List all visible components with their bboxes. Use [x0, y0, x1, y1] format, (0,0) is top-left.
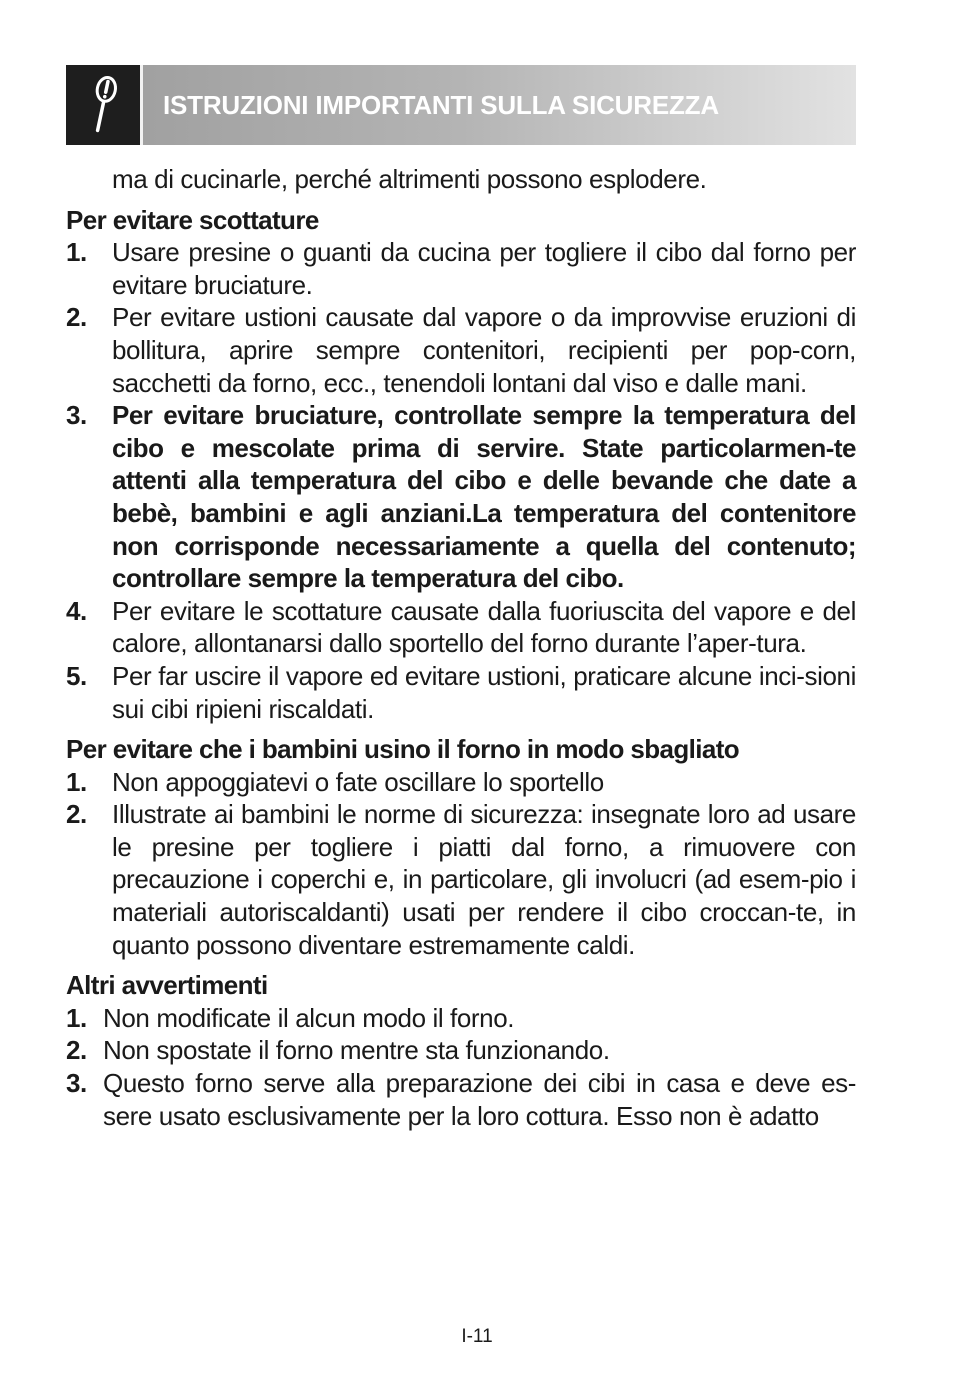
- list-item: [66, 595, 856, 660]
- list-bambini: [66, 766, 856, 962]
- section-title-scottature: Per evitare scottature: [66, 204, 319, 235]
- item-number: 2.: [66, 1035, 87, 1066]
- list-item: [66, 766, 856, 799]
- item-text: Non appoggiatevi o fate oscillare lo sportello: [112, 766, 604, 797]
- continued-text: ma di cucinarle, perché altrimenti possono esplodere.: [112, 164, 707, 194]
- list-item: [66, 399, 856, 595]
- item-number: 2.: [66, 799, 87, 830]
- section-title-avvertimenti: Altri avvertimenti: [66, 970, 268, 1001]
- item-text: Per evitare ustioni causate dal vapore o da improvvise eruzioni di bollitura, aprire sempre contenitori, recipienti per pop-corn, sacchetti da forno, ecc., tenendoli lontani dal viso e dalle mani.: [112, 302, 856, 398]
- item-number: 3.: [66, 400, 87, 431]
- item-text: Non spostate il forno mentre sta funzionando.: [103, 1035, 610, 1066]
- item-text: Illustrate ai bambini le norme di sicurezza: insegnate loro ad usare le presine per togliere i piatti dal forno, a rimuovere con precauzione i coperchi e, in particolare, gli involucri (ad esem-pio i materiali autoriscaldanti) usati per rendere il cibo croccan-te, in quanto possono diventare estremamente caldi.: [112, 799, 856, 960]
- item-text: Per evitare bruciature, controllate sempre la temperatura del cibo e mescolate prima di servire. State particolarmen-te attenti alla temperatura del cibo e delle bevande che date a bebè, bambini e agli anziani.La temperatura del contenitore non corrisponde necessariamente a quella del contenuto; controllare sempre la temperatura del cibo.: [112, 400, 856, 594]
- item-number: 5.: [66, 660, 87, 691]
- warning-pin-icon: [86, 73, 120, 137]
- list-item: [66, 236, 856, 301]
- item-number: 2.: [66, 302, 87, 333]
- item-text: Non modificate il alcun modo il forno.: [103, 1002, 515, 1033]
- list-item: [66, 301, 856, 399]
- item-number: 4.: [66, 595, 87, 626]
- item-text: Usare presine o guanti da cucina per togliere il cibo dal forno per evitare bruciature.: [112, 237, 856, 300]
- page-content: [66, 163, 856, 1132]
- item-number: 1.: [66, 766, 87, 797]
- list-scottature: [66, 236, 856, 725]
- list-item: [66, 1034, 856, 1067]
- item-number: 1.: [66, 1002, 87, 1033]
- item-text: Per far uscire il vapore ed evitare ustioni, praticare alcune inci-sioni sui cibi ripieni riscaldati.: [112, 660, 856, 724]
- item-text: Questo forno serve alla preparazione dei cibi in casa e deve es-sere usato esclusivamente per la loro cottura. Esso non è adatto: [103, 1068, 856, 1131]
- list-item: [66, 798, 856, 961]
- item-number: 3.: [66, 1068, 87, 1099]
- item-number: 1.: [66, 237, 87, 268]
- list-item: [66, 1002, 856, 1035]
- page-number: I-11: [461, 1326, 493, 1347]
- header-icon-box: [66, 65, 143, 145]
- list-item: [66, 1067, 856, 1132]
- section-header: [66, 65, 856, 145]
- list-avvertimenti: [66, 1002, 856, 1132]
- item-text: Per evitare le scottature causate dalla fuoriuscita del vapore e del calore, allontanarsi dallo sportello del forno durante l’aper-tura.: [112, 595, 856, 659]
- section-title-bambini: Per evitare che i bambini usino il forno in modo sbagliato: [66, 734, 740, 765]
- header-title: ISTRUZIONI IMPORTANTI SULLA SICUREZZA: [163, 89, 719, 120]
- list-item: [66, 660, 856, 725]
